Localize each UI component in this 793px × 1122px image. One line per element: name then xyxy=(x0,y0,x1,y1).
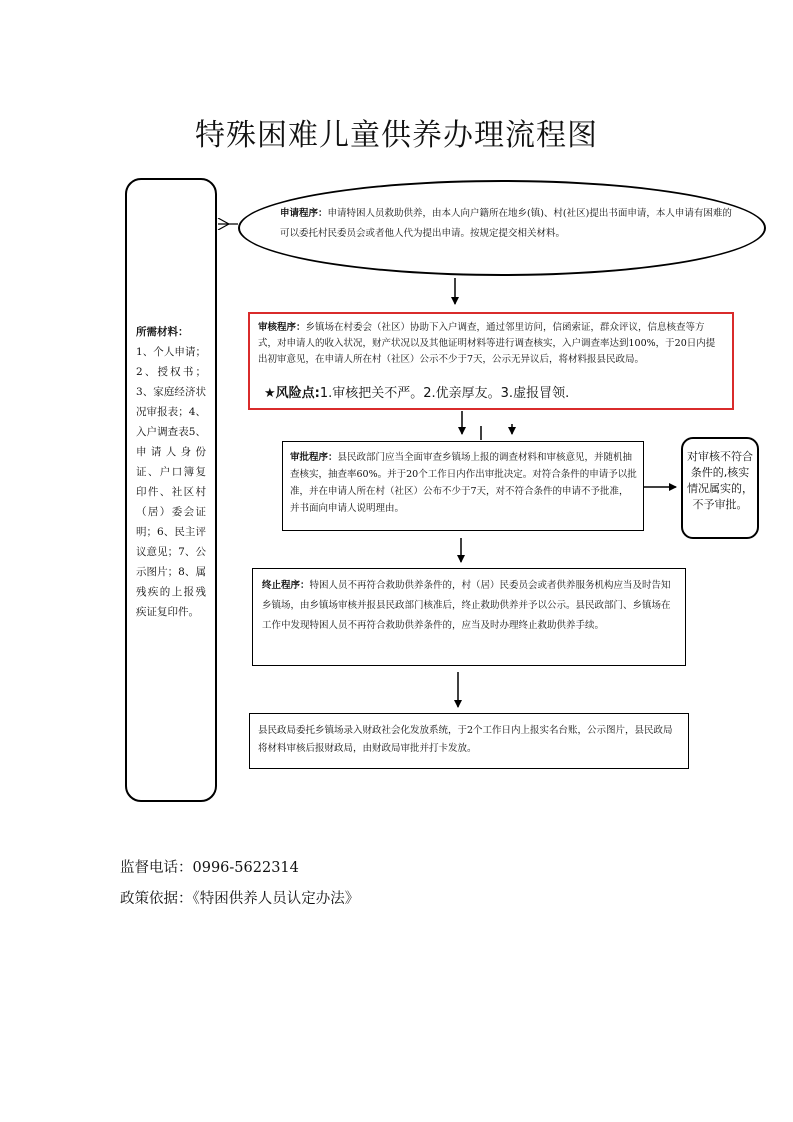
materials-list: 1、个人申请；2、授权书；3、家庭经济状况审报表；4、入户调查表5、申请人身份证、户口簿复印件、社区村（居）委会证明；6、民主评议意见；7、公示图片；8、属残疾的上报残疾证复印件。 xyxy=(136,346,206,618)
approve-step-text: 县民政部门应当全面审查乡镇场上报的调查材料和审核意见，并随机抽查核实，抽查率60%。并于20个工作日内作出审批决定。对符合条件的申请予以批准，并在申请人所在村（社区）公布不少于7天，对不符合条件的申请不予批准，并书面向申请人说明理由。 xyxy=(290,452,637,514)
reject-text: 对审核不符合条件的,核实情况属实的，不予审批。 xyxy=(687,450,753,511)
page-title: 特殊困难儿童供养办理流程图 xyxy=(195,118,598,153)
materials-heading: 所需材料： xyxy=(136,326,189,338)
review-step-text: 乡镇场在村委会（社区）协助下入户调查，通过邻里访问，信函索证，群众评议，信息核查等方式，对申请人的收入状况，财产状况以及其他证明材料等进行调查核实，入户调查率达到100%，于20日内提出初审意见，在申请人所在村（社区）公示不少于7天，公示无异议后，将材料报县民政局。 xyxy=(258,322,716,365)
supervision-phone: 监督电话：0996-5622314 xyxy=(120,860,299,876)
terminate-step-text: 特困人员不再符合救助供养条件的，村（居）民委员会或者供养服务机构应当及时告知乡镇场，由乡镇场审核并报县民政部门核准后，终止救助供养并予以公示。县民政部门、乡镇场在工作中发现特困人员不再符合救助供养条件的，应当及时办理终止救助供养手续。 xyxy=(262,580,671,631)
review-step-label: 审核程序： xyxy=(258,322,306,333)
policy-basis: 政策依据：《特困供养人员认定办法》 xyxy=(120,891,360,907)
terminate-step-label: 终止程序： xyxy=(262,580,310,591)
approve-step-label: 审批程序： xyxy=(290,452,338,463)
risk-label: ★风险点: xyxy=(264,386,320,401)
apply-step-label: 申请程序： xyxy=(280,208,328,219)
risk-text: 1.审核把关不严。2.优亲厚友。3.虚报冒领. xyxy=(319,386,570,401)
apply-step-text: 申请特困人员救助供养，由本人向户籍所在地乡(镇)、村(社区)提出书面申请，本人申请有困难的可以委托村民委员会或者他人代为提出申请。按规定提交相关材料。 xyxy=(280,208,732,239)
finance-step-text: 县民政局委托乡镇场录入财政社会化发放系统，于2个工作日内上报实名台账，公示图片，县民政局将材料审核后报财政局，由财政局审批并打卡发放。 xyxy=(258,725,673,754)
